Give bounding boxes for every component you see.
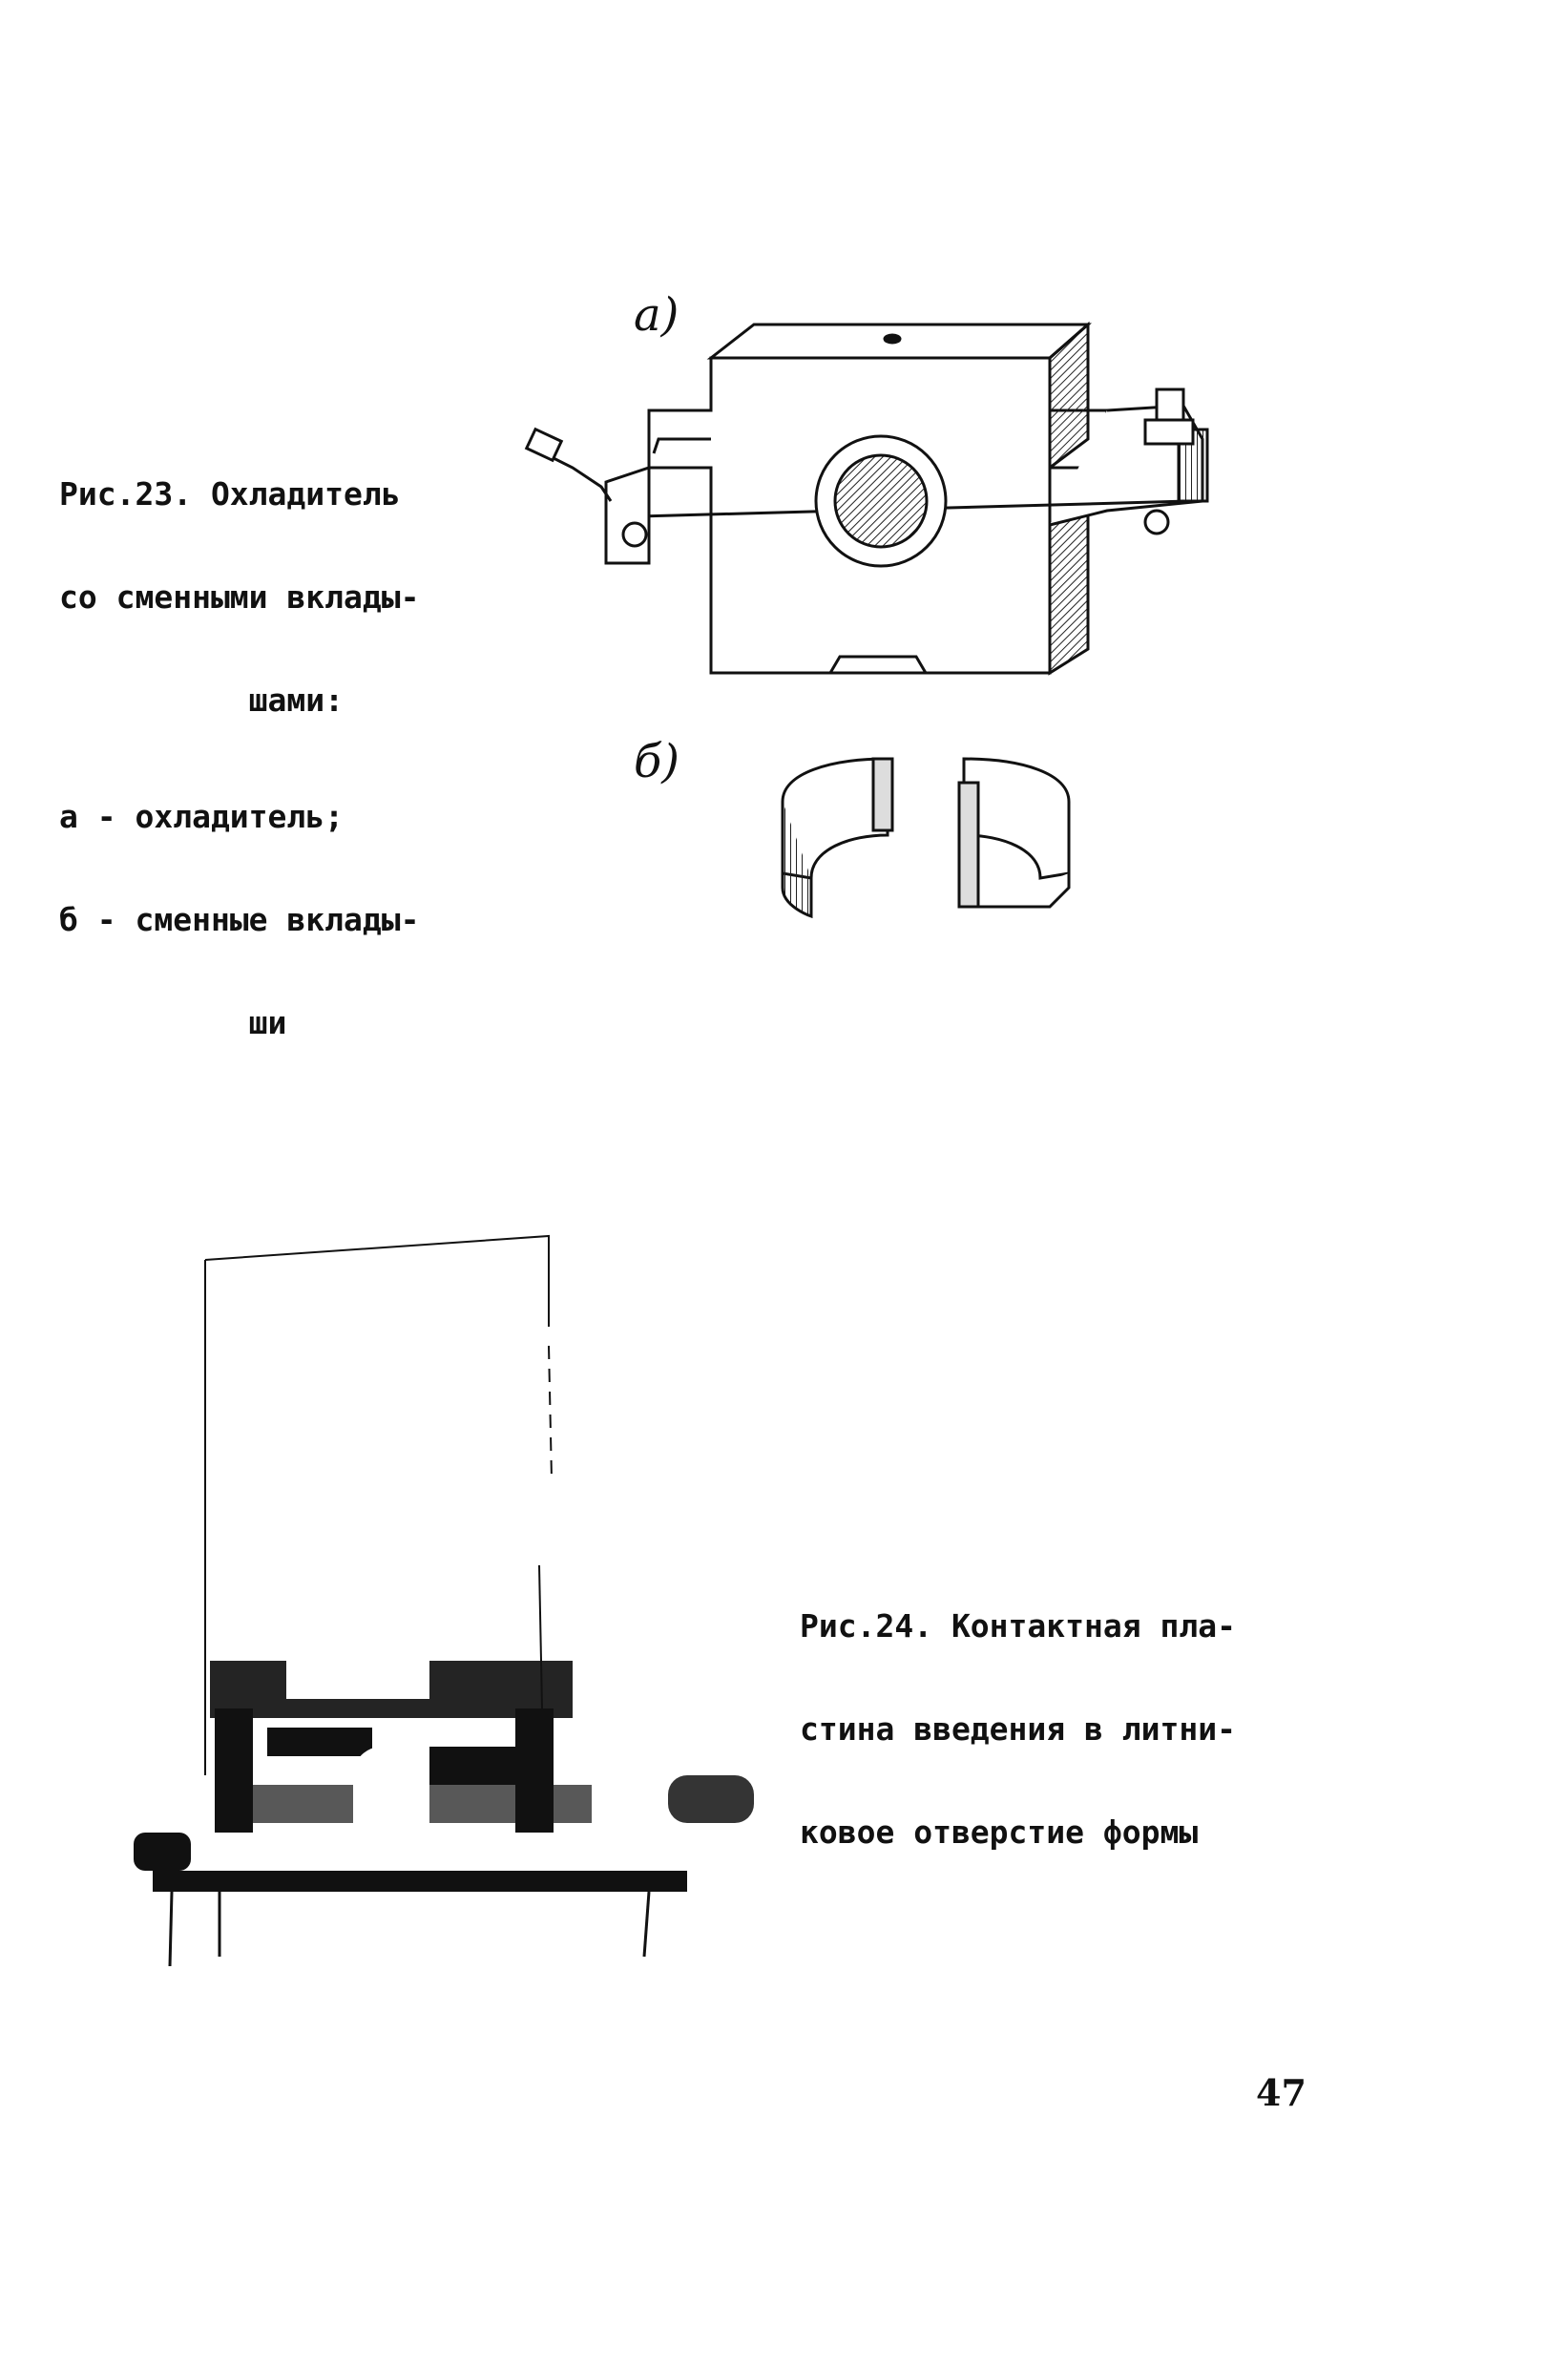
page-number: 47 (1256, 2071, 1307, 2114)
caption-line: стина введения в литни- (800, 1710, 1236, 1748)
caption-line: ши (59, 1004, 287, 1041)
caption-line: б - сменные вклады- (59, 901, 420, 938)
caption-line: со сменными вклады- (59, 578, 420, 616)
caption-line: шами: (59, 681, 345, 719)
contact-plate-photo (115, 1212, 763, 1976)
figure-23-caption (59, 409, 420, 1109)
cooler-drawing (515, 305, 1222, 706)
figure-24-caption (800, 1540, 1236, 1918)
caption-line: ковое отверстие формы (800, 1813, 1199, 1851)
caption-line: Рис.24. Контактная пла- (800, 1607, 1236, 1645)
figure-23a-label: а) (634, 288, 679, 342)
caption-line: Рис.23. Охладитель (59, 475, 401, 513)
caption-line: а - охладитель; (59, 798, 345, 835)
inserts-drawing (744, 744, 1107, 926)
figure-23b-label: б) (634, 735, 680, 788)
